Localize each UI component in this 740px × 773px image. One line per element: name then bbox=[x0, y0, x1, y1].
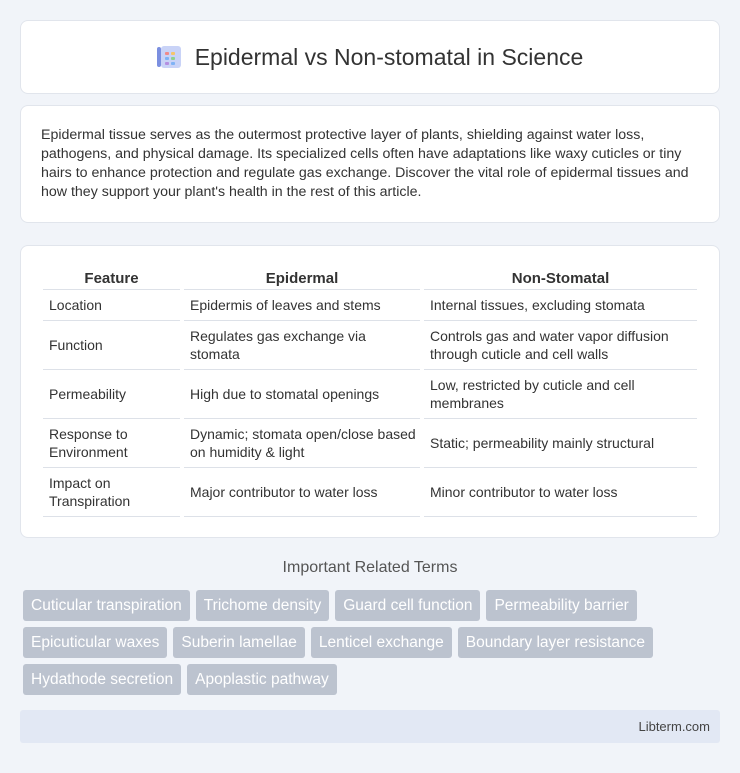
related-term-tag[interactable]: Permeability barrier bbox=[486, 590, 636, 621]
header-non-stomatal: Non-Stomatal bbox=[424, 264, 697, 290]
feature-cell: Permeability bbox=[43, 370, 180, 419]
epidermal-cell: Major contributor to water loss bbox=[184, 468, 420, 517]
non-stomatal-cell: Internal tissues, excluding stomata bbox=[424, 290, 697, 321]
feature-cell: Impact on Transpiration bbox=[43, 468, 180, 517]
table-row bbox=[43, 419, 697, 468]
non-stomatal-cell: Minor contributor to water loss bbox=[424, 468, 697, 517]
related-term-tag[interactable]: Guard cell function bbox=[335, 590, 480, 621]
related-term-tag[interactable]: Apoplastic pathway bbox=[187, 664, 337, 695]
non-stomatal-cell: Low, restricted by cuticle and cell membranes bbox=[424, 370, 697, 419]
table-row bbox=[43, 290, 697, 321]
feature-cell: Response to Environment bbox=[43, 419, 180, 468]
related-term-tag[interactable]: Suberin lamellae bbox=[173, 627, 304, 658]
table-row bbox=[43, 468, 697, 517]
related-term-tag[interactable]: Boundary layer resistance bbox=[458, 627, 653, 658]
notebook-icon bbox=[157, 45, 183, 69]
comparison-table bbox=[39, 264, 701, 517]
comparison-table-card bbox=[20, 245, 720, 538]
related-term-tag[interactable]: Cuticular transpiration bbox=[23, 590, 190, 621]
table-row bbox=[43, 321, 697, 370]
epidermal-cell: Regulates gas exchange via stomata bbox=[184, 321, 420, 370]
epidermal-cell: Epidermis of leaves and stems bbox=[184, 290, 420, 321]
related-term-tag[interactable]: Hydathode secretion bbox=[23, 664, 181, 695]
table-row bbox=[43, 370, 697, 419]
intro-card bbox=[20, 105, 720, 223]
feature-cell: Function bbox=[43, 321, 180, 370]
title-card bbox=[20, 20, 720, 94]
non-stomatal-cell: Static; permeability mainly structural bbox=[424, 419, 697, 468]
footer-site-link[interactable]: Libterm.com bbox=[638, 719, 710, 734]
header-feature: Feature bbox=[43, 264, 180, 290]
intro-text: Epidermal tissue serves as the outermost protective layer of plants, shielding against water loss, pathogens, and physical damage. Its specialized cells often have adaptations like waxy cuticles or tiny hairs to enhance protection and regulate gas exchange. Discover the vital role of epidermal tissues and how they support your plant's health in the rest of this article. bbox=[41, 127, 689, 200]
related-terms-tags bbox=[23, 590, 723, 701]
related-term-tag[interactable]: Trichome density bbox=[196, 590, 329, 621]
related-term-tag[interactable]: Lenticel exchange bbox=[311, 627, 452, 658]
non-stomatal-cell: Controls gas and water vapor diffusion through cuticle and cell walls bbox=[424, 321, 697, 370]
epidermal-cell: High due to stomatal openings bbox=[184, 370, 420, 419]
epidermal-cell: Dynamic; stomata open/close based on humidity & light bbox=[184, 419, 420, 468]
related-term-tag[interactable]: Epicuticular waxes bbox=[23, 627, 167, 658]
feature-cell: Location bbox=[43, 290, 180, 321]
related-terms-title: Important Related Terms bbox=[282, 559, 458, 576]
table-header-row bbox=[43, 264, 697, 290]
page-title: Epidermal vs Non-stomatal in Science bbox=[194, 43, 584, 70]
header-epidermal: Epidermal bbox=[184, 264, 420, 290]
footer bbox=[20, 710, 720, 743]
